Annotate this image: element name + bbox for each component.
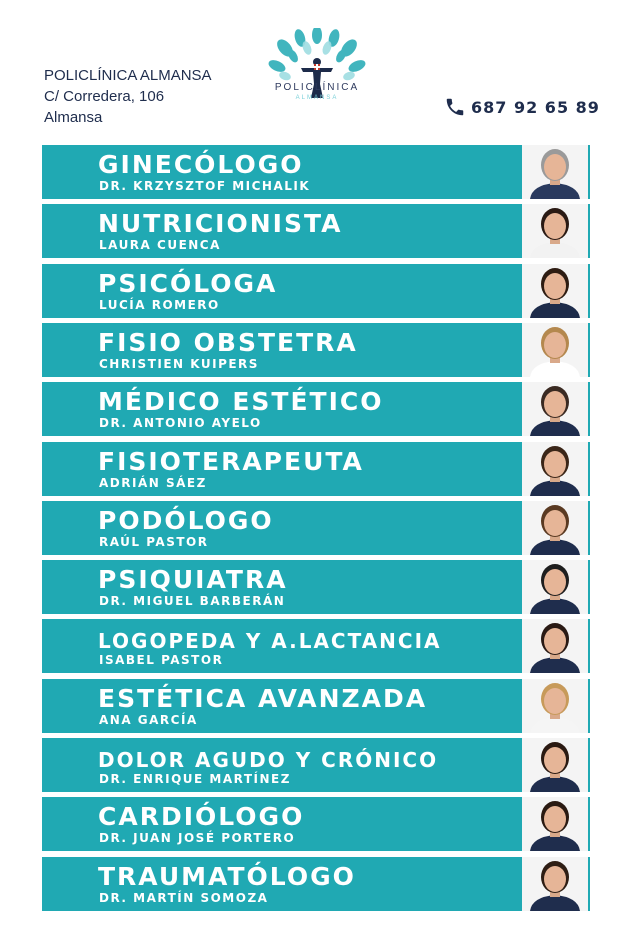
- specialist-photo: [522, 560, 588, 614]
- clinic-city: Almansa: [44, 109, 103, 126]
- specialist-photo: [522, 382, 588, 436]
- specialty-title: PSICÓLOGA: [98, 269, 278, 298]
- specialist-name: ISABEL PASTOR: [99, 653, 224, 667]
- specialist-name: RAÚL PASTOR: [99, 535, 209, 549]
- specialist-photo: [522, 738, 588, 792]
- specialist-row: [42, 204, 590, 258]
- phone-icon: [444, 96, 466, 118]
- specialist-name: DR. MARTÍN SOMOZA: [99, 891, 269, 905]
- specialty-title: PSIQUIATRA: [98, 565, 288, 594]
- specialty-title: ESTÉTICA AVANZADA: [98, 684, 428, 713]
- specialist-row: [42, 679, 590, 733]
- clinic-name: POLICLÍNICA ALMANSA: [44, 67, 212, 84]
- specialist-name: DR. ANTONIO AYELO: [99, 416, 262, 430]
- specialist-row: [42, 857, 590, 911]
- logo-subtext: ALMANSA: [295, 95, 339, 101]
- specialist-name: CHRISTIEN KUIPERS: [99, 357, 259, 371]
- specialist-row: [42, 145, 590, 199]
- specialty-title: LOGOPEDA Y A.LACTANCIA: [98, 629, 442, 653]
- specialty-title: TRAUMATÓLOGO: [98, 862, 356, 891]
- specialist-row: [42, 501, 590, 555]
- specialist-photo: [522, 145, 588, 199]
- specialist-row: [42, 382, 590, 436]
- specialist-photo: [522, 204, 588, 258]
- specialist-photo: [522, 619, 588, 673]
- specialist-photo: [522, 797, 588, 851]
- specialist-row: [42, 264, 590, 318]
- specialist-name: ADRIÁN SÁEZ: [99, 476, 207, 490]
- specialty-title: FISIO OBSTETRA: [98, 328, 358, 357]
- specialist-photo: [522, 442, 588, 496]
- specialist-name: DR. JUAN JOSÉ PORTERO: [99, 831, 296, 845]
- specialist-row: [42, 442, 590, 496]
- specialist-photo: [522, 323, 588, 377]
- specialist-row: [42, 738, 590, 792]
- specialist-photo: [522, 501, 588, 555]
- specialty-title: DOLOR AGUDO Y CRÓNICO: [98, 748, 439, 772]
- tree-logo-icon: [265, 28, 369, 128]
- clinic-street: C/ Corredera, 106: [44, 88, 165, 105]
- clinic-address: [44, 65, 212, 128]
- specialist-name: DR. MIGUEL BARBERÁN: [99, 594, 286, 608]
- specialist-name: DR. ENRIQUE MARTÍNEZ: [99, 772, 291, 786]
- phone-contact[interactable]: [444, 96, 600, 118]
- specialist-row: [42, 619, 590, 673]
- specialist-name: LAURA CUENCA: [99, 238, 221, 252]
- header: [0, 0, 633, 140]
- clinic-logo: [265, 28, 369, 128]
- specialist-name: ANA GARCÍA: [99, 713, 198, 727]
- specialist-row: [42, 323, 590, 377]
- phone-number: 687 92 65 89: [471, 97, 600, 117]
- specialist-row: [42, 560, 590, 614]
- specialist-photo: [522, 264, 588, 318]
- specialty-title: PODÓLOGO: [98, 506, 274, 535]
- logo-text: POLICLÍNICA: [274, 82, 360, 93]
- specialist-name: DR. KRZYSZTOF MICHALIK: [99, 179, 311, 193]
- specialty-title: CARDIÓLOGO: [98, 802, 305, 831]
- specialty-title: GINECÓLOGO: [98, 150, 304, 179]
- specialist-name: LUCÍA ROMERO: [99, 298, 220, 312]
- specialty-title: NUTRICIONISTA: [98, 209, 343, 238]
- specialty-title: MÉDICO ESTÉTICO: [98, 387, 384, 416]
- specialist-row: [42, 797, 590, 851]
- specialist-photo: [522, 857, 588, 911]
- specialist-photo: [522, 679, 588, 733]
- specialty-title: FISIOTERAPEUTA: [98, 447, 364, 476]
